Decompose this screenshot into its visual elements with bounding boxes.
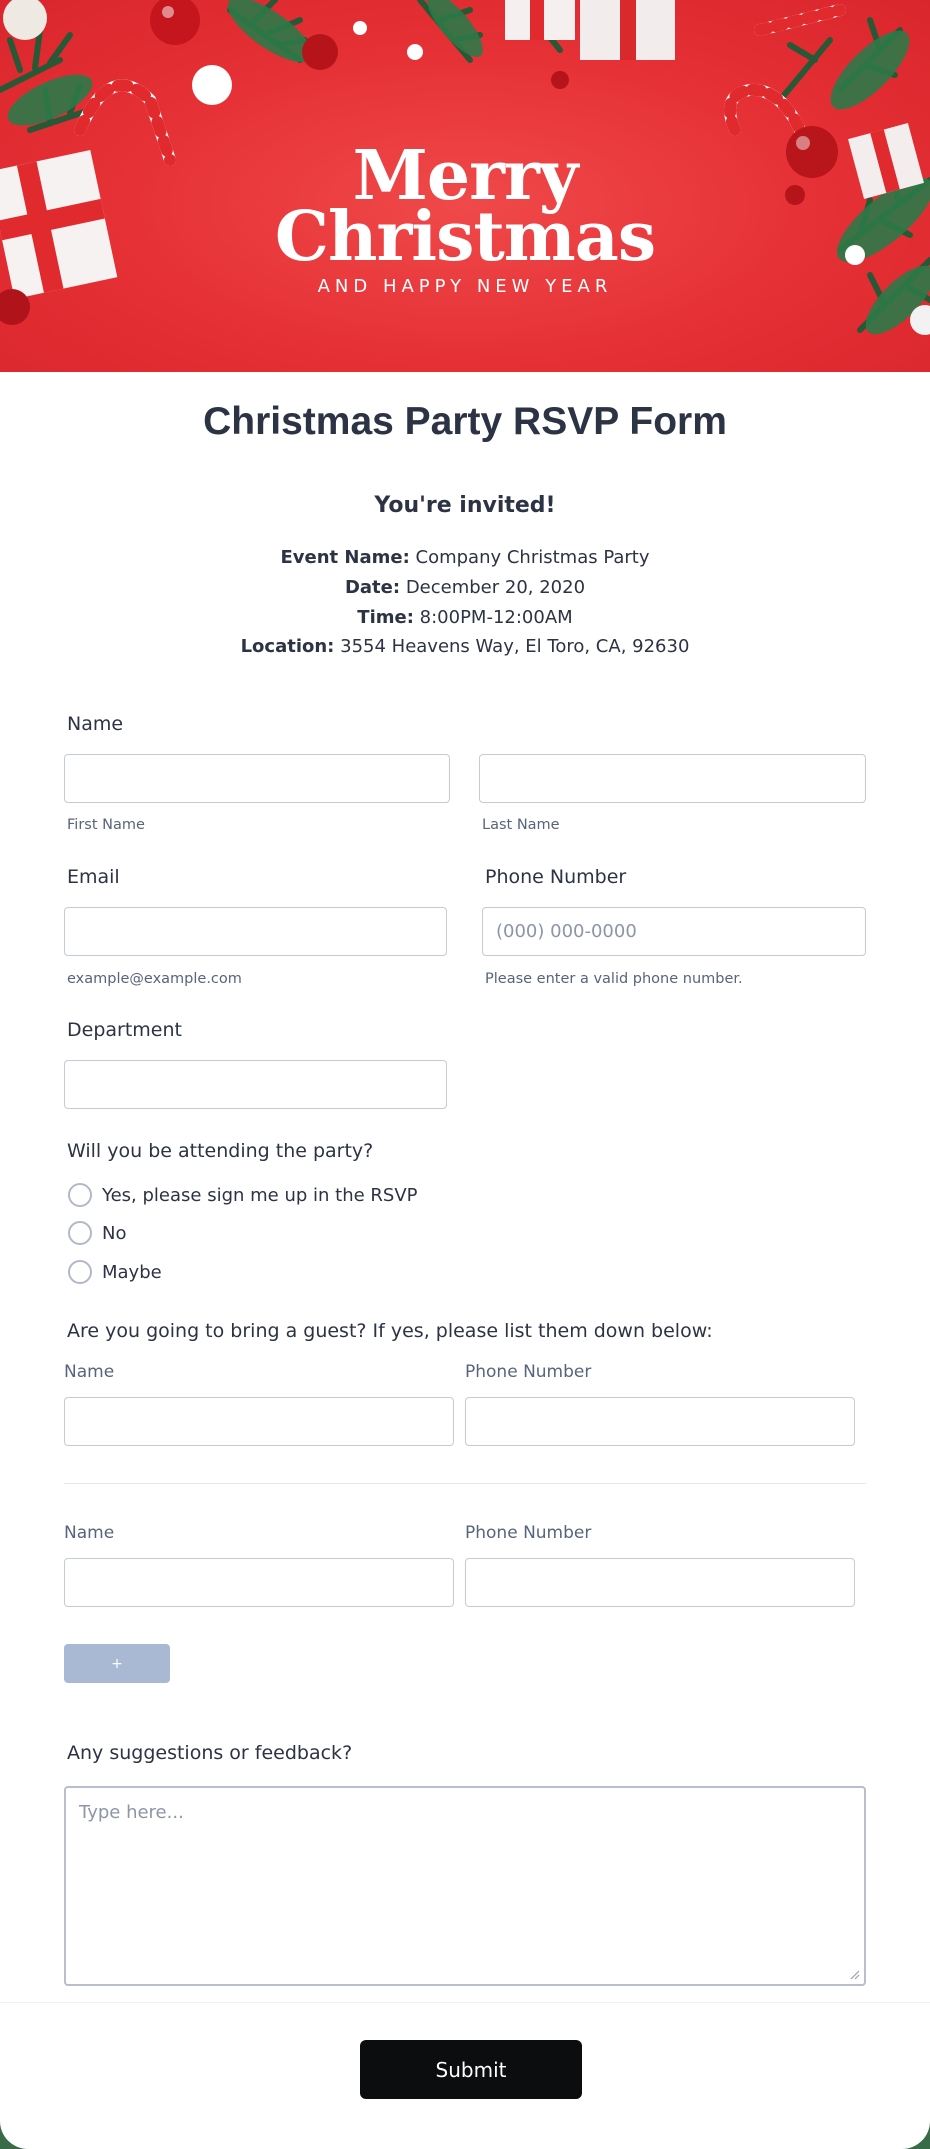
footer-divider [0, 2002, 930, 2003]
email-sublabel: example@example.com [67, 971, 242, 987]
last-name-sublabel: Last Name [482, 817, 560, 833]
add-guest-button[interactable]: + [64, 1644, 170, 1683]
christmas-banner [0, 0, 930, 372]
banner-title-line2: Christmas [274, 197, 656, 277]
guest-2-phone-label: Phone Number [465, 1523, 592, 1543]
location-value: 3554 Heavens Way, El Toro, CA, 92630 [340, 636, 690, 657]
guest-2-name-input[interactable] [64, 1558, 454, 1607]
guest-2-name-label: Name [64, 1523, 115, 1543]
first-name-input[interactable] [64, 754, 450, 803]
time-label: Time: [357, 607, 414, 628]
radio-option-label: No [102, 1222, 127, 1244]
guest-1-name-input[interactable] [64, 1397, 454, 1446]
date-line [0, 577, 930, 598]
radio-option-label: Maybe [102, 1261, 162, 1283]
feedback-textarea[interactable] [64, 1786, 866, 1986]
location-label: Location: [240, 636, 335, 657]
radio-circle-icon[interactable] [68, 1183, 92, 1207]
guest-1-name-label: Name [64, 1362, 115, 1382]
department-input[interactable] [64, 1060, 447, 1109]
submit-button[interactable]: Submit [360, 2040, 582, 2099]
time-line [0, 607, 930, 628]
phone-sublabel: Please enter a valid phone number. [485, 971, 743, 987]
guest-2-phone-input[interactable] [465, 1558, 855, 1607]
guest-question: Are you going to bring a guest? If yes, please list them down below: [67, 1320, 713, 1342]
department-label: Department [67, 1019, 182, 1041]
location-line [0, 636, 930, 657]
resize-grip-icon[interactable] [848, 1968, 860, 1980]
last-name-input[interactable] [479, 754, 866, 803]
event-name-label: Event Name: [280, 547, 410, 568]
date-value: December 20, 2020 [405, 577, 586, 598]
phone-input[interactable] [482, 907, 866, 956]
event-name-line [0, 547, 930, 568]
banner-title-line1: Merry [352, 136, 578, 216]
guest-1-phone-label: Phone Number [465, 1362, 592, 1382]
email-field[interactable] [64, 907, 447, 956]
guest-divider [64, 1483, 866, 1484]
email-label: Email [67, 866, 120, 888]
radio-option-no[interactable] [68, 1219, 126, 1247]
phone-label: Phone Number [485, 866, 627, 888]
radio-option-label: Yes, please sign me up in the RSVP [102, 1184, 418, 1206]
first-name-sublabel: First Name [67, 817, 145, 833]
radio-circle-icon[interactable] [68, 1260, 92, 1284]
name-label: Name [67, 713, 124, 735]
feedback-label: Any suggestions or feedback? [67, 1742, 353, 1764]
radio-option-maybe[interactable] [68, 1258, 162, 1286]
time-value: 8:00PM-12:00AM [419, 607, 573, 628]
date-label: Date: [344, 577, 401, 598]
invite-heading: You're invited! [374, 493, 556, 518]
event-name-value: Company Christmas Party [415, 547, 650, 568]
attending-question: Will you be attending the party? [67, 1140, 374, 1162]
guest-1-phone-input[interactable] [465, 1397, 855, 1446]
radio-option-yes[interactable] [68, 1181, 418, 1209]
form-title: Christmas Party RSVP Form [203, 400, 727, 443]
radio-circle-icon[interactable] [68, 1221, 92, 1245]
banner-subtitle: AND HAPPY NEW YEAR [317, 276, 613, 297]
